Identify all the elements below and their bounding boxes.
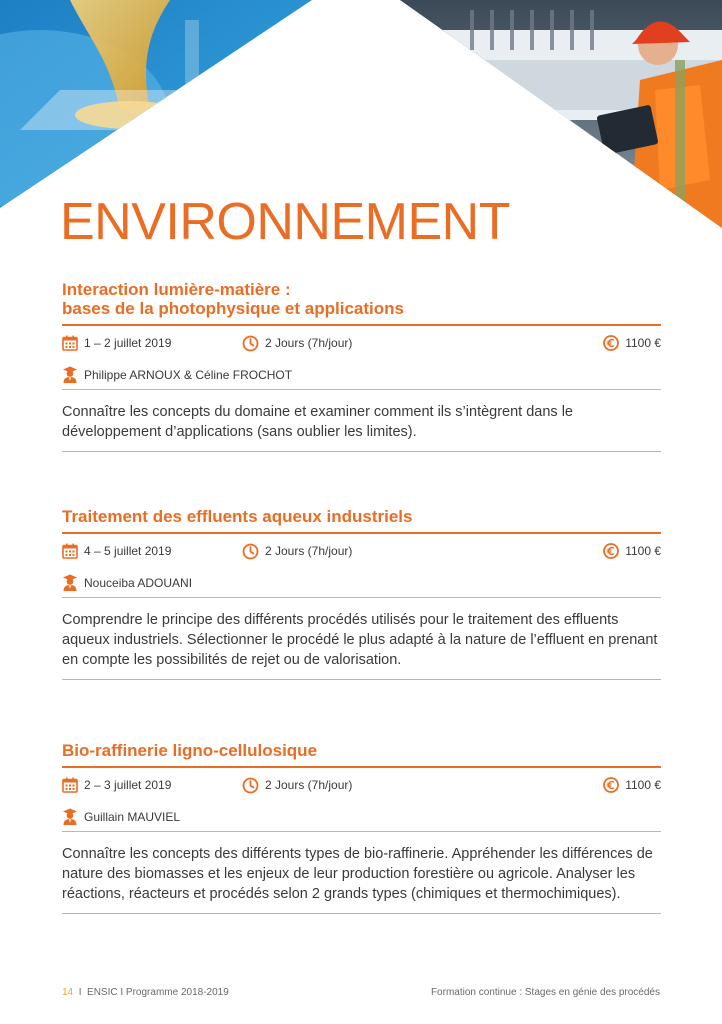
calendar-icon — [62, 543, 78, 559]
euro-icon — [603, 335, 619, 351]
course-duration — [242, 534, 352, 568]
course-card — [62, 741, 661, 914]
price-text: 1100 € — [625, 336, 661, 350]
course-title — [62, 507, 661, 526]
course-title-line: Bio-raffinerie ligno-cellulosique — [62, 741, 318, 760]
course-teacher — [62, 802, 661, 832]
course-duration — [242, 326, 352, 360]
page-number: 14 — [62, 987, 74, 998]
clock-icon — [242, 543, 259, 560]
course-teacher — [62, 568, 661, 598]
course-description: Connaître les concepts du domaine et examiner comment ils s’intègrent dans le développement d’applications (sans oublier les limites). — [62, 404, 573, 440]
footer-separator: I — [78, 987, 82, 998]
footer-section-title: Formation continue : Stages en génie des procédés — [430, 987, 660, 998]
teacher-name: Guillain MAUVIEL — [84, 809, 181, 824]
course-date — [62, 768, 171, 802]
teacher-name: Philippe ARNOUX & Céline FROCHOT — [84, 367, 293, 382]
teacher-icon — [62, 366, 78, 383]
date-text: 1 – 2 juillet 2019 — [84, 336, 172, 350]
course-card — [62, 507, 661, 680]
euro-icon — [603, 543, 619, 559]
course-meta-row — [62, 768, 661, 802]
clock-icon — [242, 777, 259, 794]
course-title-line: bases de la photophysique et applications — [62, 299, 404, 318]
course-price — [603, 534, 661, 568]
calendar-icon — [62, 335, 78, 351]
teacher-name: Nouceiba ADOUANI — [84, 575, 193, 590]
price-text: 1100 € — [625, 778, 661, 792]
euro-icon — [603, 777, 619, 793]
course-title — [62, 741, 661, 760]
duration-text: 2 Jours (7h/jour) — [265, 336, 353, 350]
page-title: ENVIRONNEMENT — [60, 193, 510, 251]
course-duration — [242, 768, 352, 802]
course-end-divider — [62, 451, 661, 452]
oil-pouring-photo — [0, 0, 320, 210]
date-text: 4 – 5 juillet 2019 — [84, 544, 172, 558]
course-description: Connaître les concepts des différents types de bio-raffinerie. Appréhender les différences de nature des biomasses et les enjeux de leur production forestière ou agricole. Analyser les réactions, réacteurs et procédés selon 2 grands types (chimiques et thermochimiques). — [62, 846, 653, 902]
teacher-icon — [62, 574, 78, 591]
footer-left — [62, 987, 229, 998]
course-end-divider — [62, 679, 661, 680]
clock-icon — [242, 335, 259, 352]
date-text: 2 – 3 juillet 2019 — [84, 778, 172, 792]
calendar-icon — [62, 777, 78, 793]
course-title-line: Traitement des effluents aqueux industriels — [62, 507, 413, 526]
course-end-divider — [62, 913, 661, 914]
price-text: 1100 € — [625, 544, 661, 558]
duration-text: 2 Jours (7h/jour) — [265, 778, 353, 792]
course-teacher — [62, 360, 661, 390]
course-card — [62, 280, 661, 452]
footer-publication: ENSIC I Programme 2018-2019 — [87, 987, 229, 998]
course-date — [62, 326, 171, 360]
duration-text: 2 Jours (7h/jour) — [265, 544, 353, 558]
page-footer — [62, 987, 660, 998]
course-title — [62, 280, 661, 318]
course-date — [62, 534, 171, 568]
course-meta-row — [62, 534, 661, 568]
teacher-icon — [62, 808, 78, 825]
course-price — [603, 326, 661, 360]
course-description: Comprendre le principe des différents procédés utilisés pour le traitement des effluents aqueux industriels. Sélectionner le procédé le plus adapté à la nature de l’effluent en prenant en compte les possibilités de rejet ou de valorisation. — [62, 612, 658, 668]
course-title-line: Interaction lumière-matière : — [62, 280, 291, 299]
course-price — [603, 768, 661, 802]
course-meta-row — [62, 326, 661, 360]
